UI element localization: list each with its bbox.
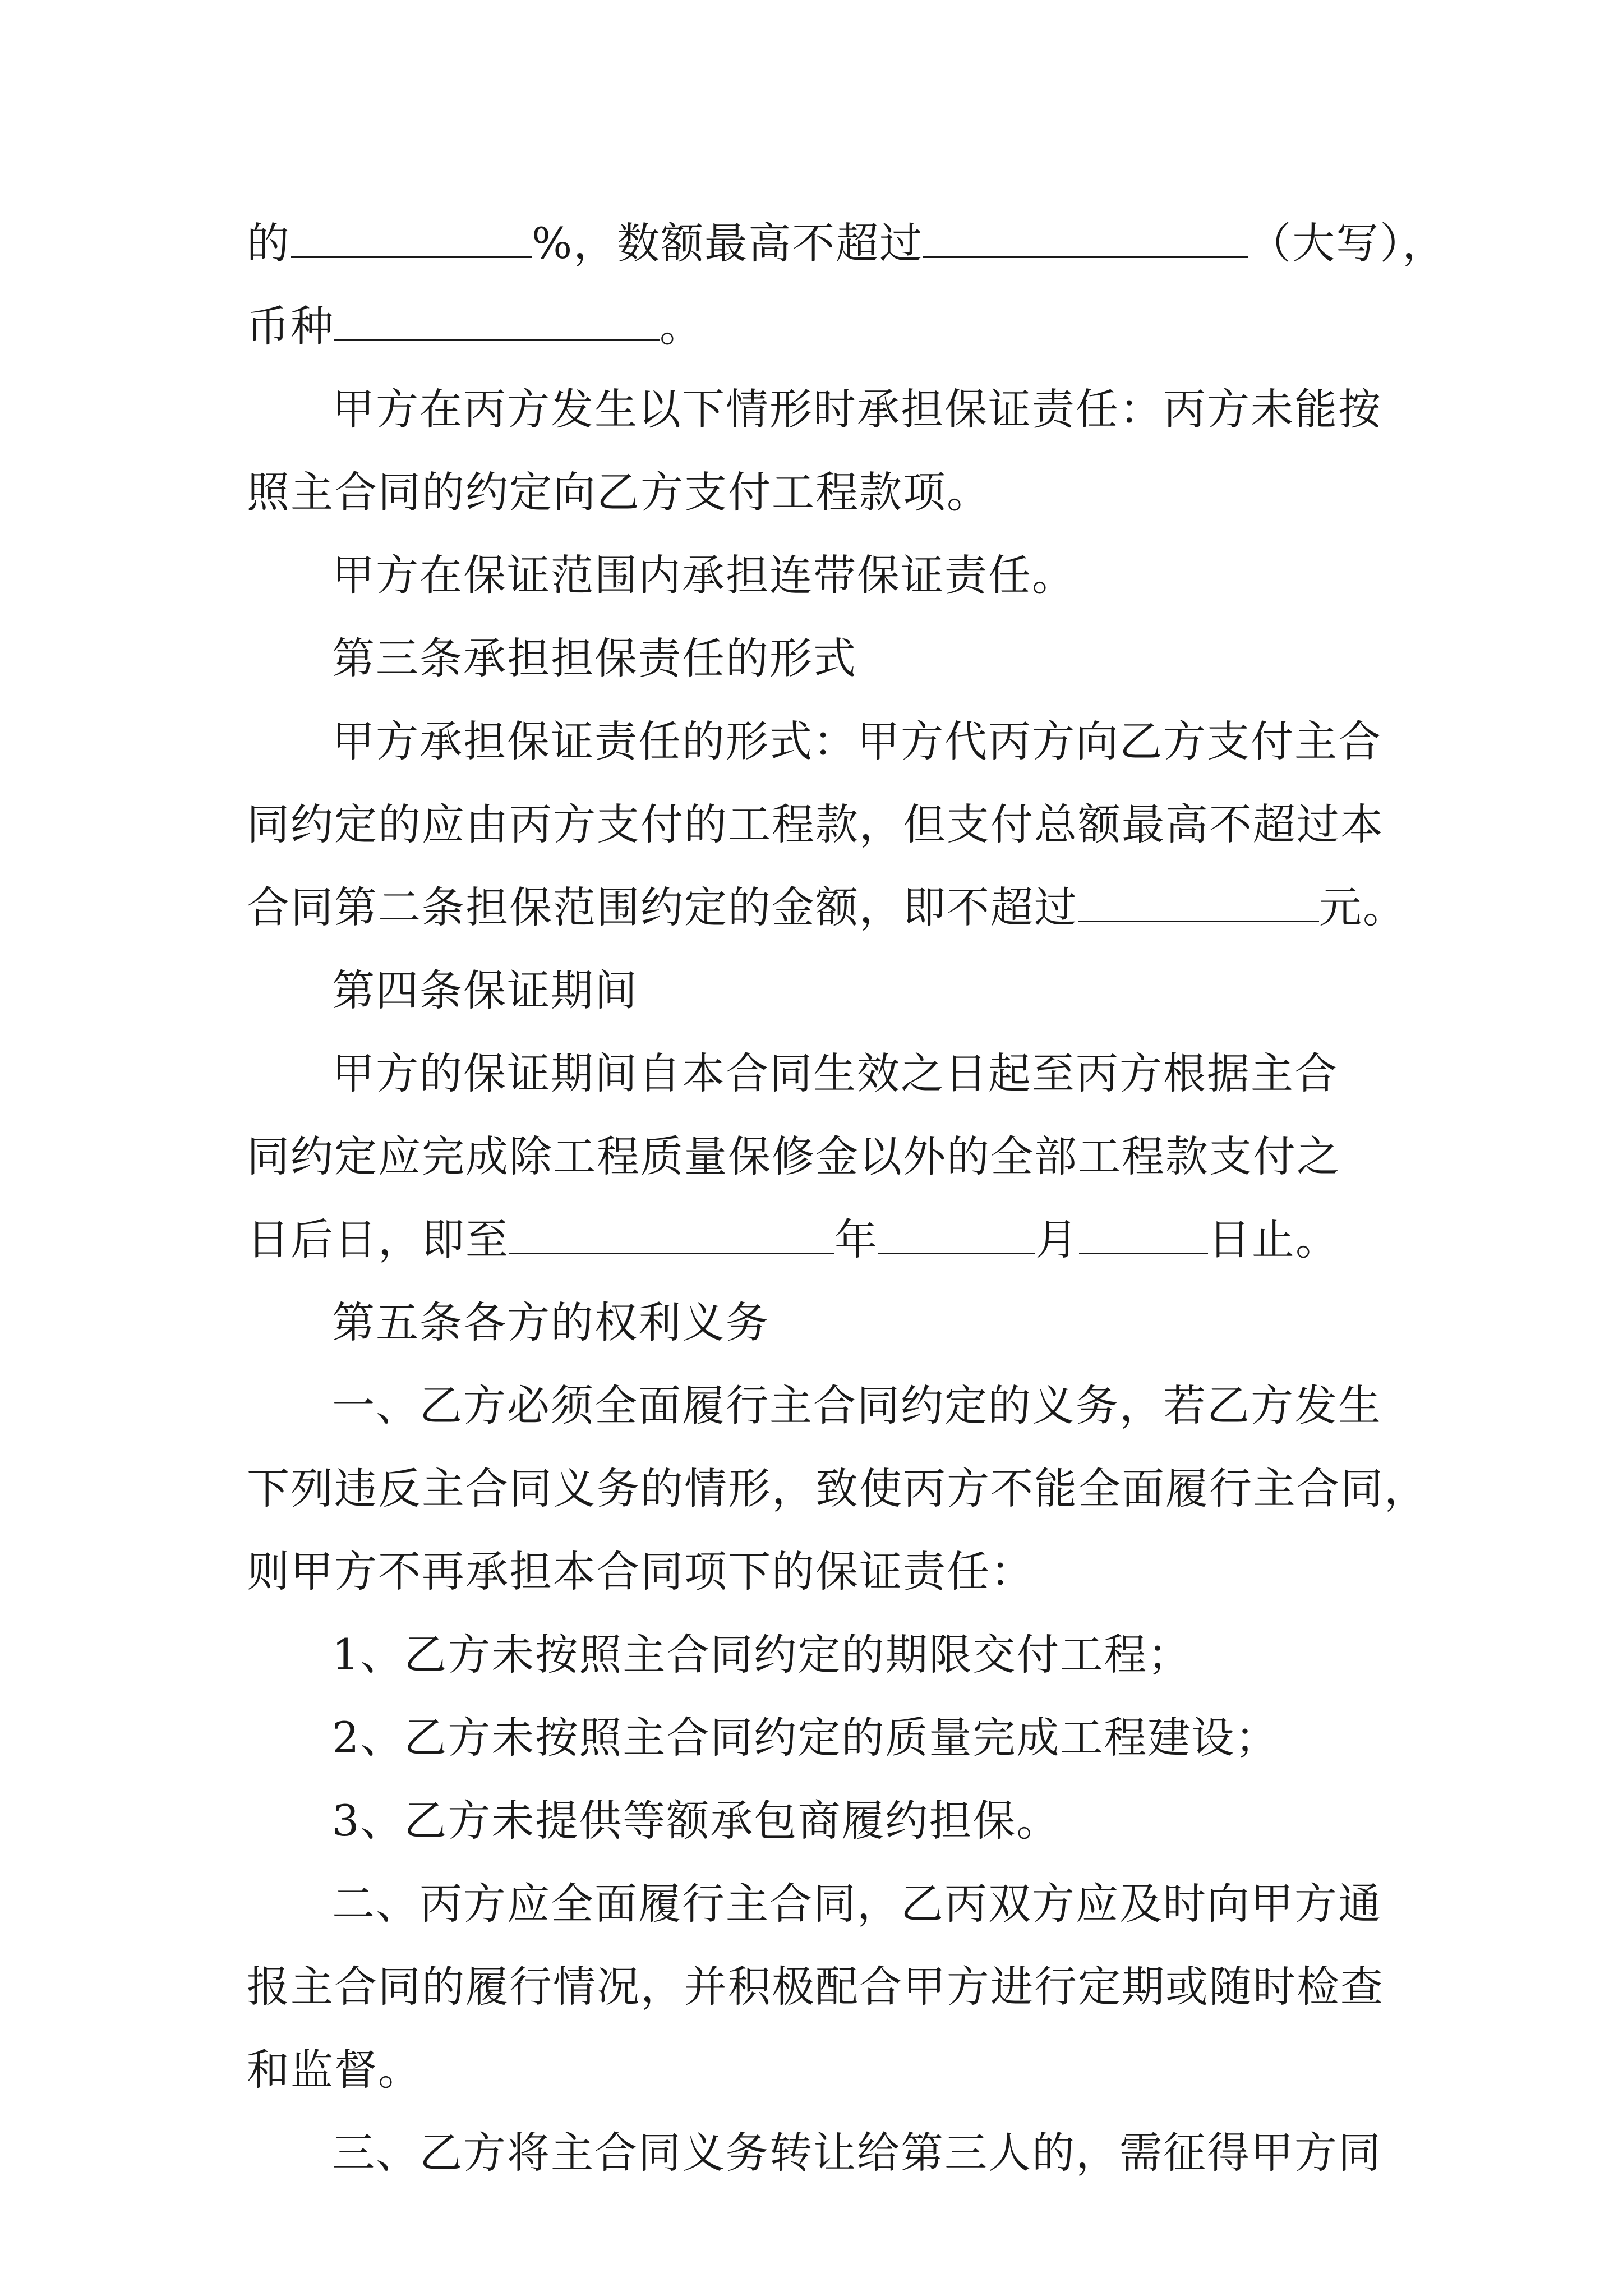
text-segment: %，数额最高不超过 [532, 218, 924, 268]
text-segment: 报主合同的履行情况，并积极配合甲方进行定期或随时检查 [247, 1962, 1384, 2012]
text-line [247, 1198, 1441, 1281]
text-line [247, 1530, 1441, 1613]
text-segment: 日后日，即至 [247, 1214, 509, 1264]
text-segment: 第三条承担担保责任的形式 [332, 633, 857, 683]
document-page [247, 202, 1446, 2194]
text-segment: 第四条保证期间 [332, 965, 638, 1015]
text-segment: 二、丙方应全面履行主合同，乙丙双方应及时向甲方通 [332, 1879, 1382, 1929]
text-segment: 。 [660, 301, 703, 351]
text-segment: 1、乙方未按照主合同约定的期限交付工程； [332, 1630, 1192, 1680]
fill-in-blank [923, 223, 1248, 258]
text-line [247, 1281, 1441, 1364]
text-line [247, 202, 1446, 285]
fill-in-blank [1078, 887, 1319, 922]
text-line [247, 1779, 1441, 1862]
text-segment: 甲方的保证期间自本合同生效之日起至丙方根据主合 [332, 1048, 1338, 1098]
text-line [247, 1115, 1441, 1198]
text-line [247, 1613, 1441, 1696]
fill-in-blank [878, 1219, 1035, 1254]
text-line [247, 617, 1441, 700]
text-segment: 币种 [247, 301, 334, 351]
text-line [247, 368, 1441, 451]
text-segment: 下列违反主合同义务的情形，致使丙方不能全面履行主合同， [247, 1464, 1428, 1513]
text-segment: 年 [834, 1214, 878, 1264]
text-segment: 3、乙方未提供等额承包商履约担保。 [332, 1796, 1061, 1846]
text-line [247, 2111, 1441, 2194]
text-line [247, 534, 1441, 617]
text-line [247, 1364, 1441, 1447]
text-line [247, 451, 1441, 534]
text-segment: 月 [1035, 1214, 1079, 1264]
text-segment: 第五条各方的权利义务 [332, 1297, 769, 1347]
text-segment: 甲方承担保证责任的形式：甲方代丙方向乙方支付主合 [332, 716, 1382, 766]
text-segment: 甲方在丙方发生以下情形时承担保证责任：丙方未能按 [332, 384, 1382, 434]
text-segment: 元。 [1319, 882, 1407, 932]
text-line [247, 1696, 1441, 1779]
text-segment: 日止。 [1208, 1214, 1339, 1264]
text-segment: 2、乙方未按照主合同约定的质量完成工程建设； [332, 1713, 1279, 1763]
text-line [247, 2028, 1441, 2111]
text-segment: 和监督。 [247, 2045, 422, 2095]
text-segment: 合同第二条担保范围约定的金额，即不超过 [247, 882, 1078, 932]
text-line [247, 285, 1441, 368]
text-segment: 甲方在保证范围内承担连带保证责任。 [332, 550, 1076, 600]
text-segment: 的 [247, 218, 291, 268]
text-segment: 一、乙方必须全面履行主合同约定的义务，若乙方发生 [332, 1381, 1382, 1430]
text-line [247, 1032, 1441, 1115]
text-line [247, 1945, 1441, 2028]
fill-in-blank [509, 1219, 834, 1254]
fill-in-blank [1079, 1219, 1208, 1254]
text-segment: 则甲方不再承担本合同项下的保证责任： [247, 1547, 1034, 1596]
text-line [247, 949, 1441, 1032]
text-segment: 照主合同的约定向乙方支付工程款项。 [247, 467, 990, 517]
fill-in-blank [291, 223, 532, 258]
text-line [247, 783, 1441, 866]
text-segment: 同约定应完成除工程质量保修金以外的全部工程款支付之 [247, 1131, 1340, 1181]
text-line [247, 1862, 1441, 1945]
text-segment: 同约定的应由丙方支付的工程款，但支付总额最高不超过本 [247, 799, 1384, 849]
text-line [247, 1447, 1441, 1530]
text-line [247, 866, 1441, 949]
fill-in-blank [334, 306, 660, 341]
text-segment: （大写）， [1248, 218, 1446, 268]
text-line [247, 700, 1441, 783]
contract-body-text [247, 202, 1446, 2194]
text-segment: 三、乙方将主合同义务转让给第三人的，需征得甲方同 [332, 2128, 1382, 2178]
